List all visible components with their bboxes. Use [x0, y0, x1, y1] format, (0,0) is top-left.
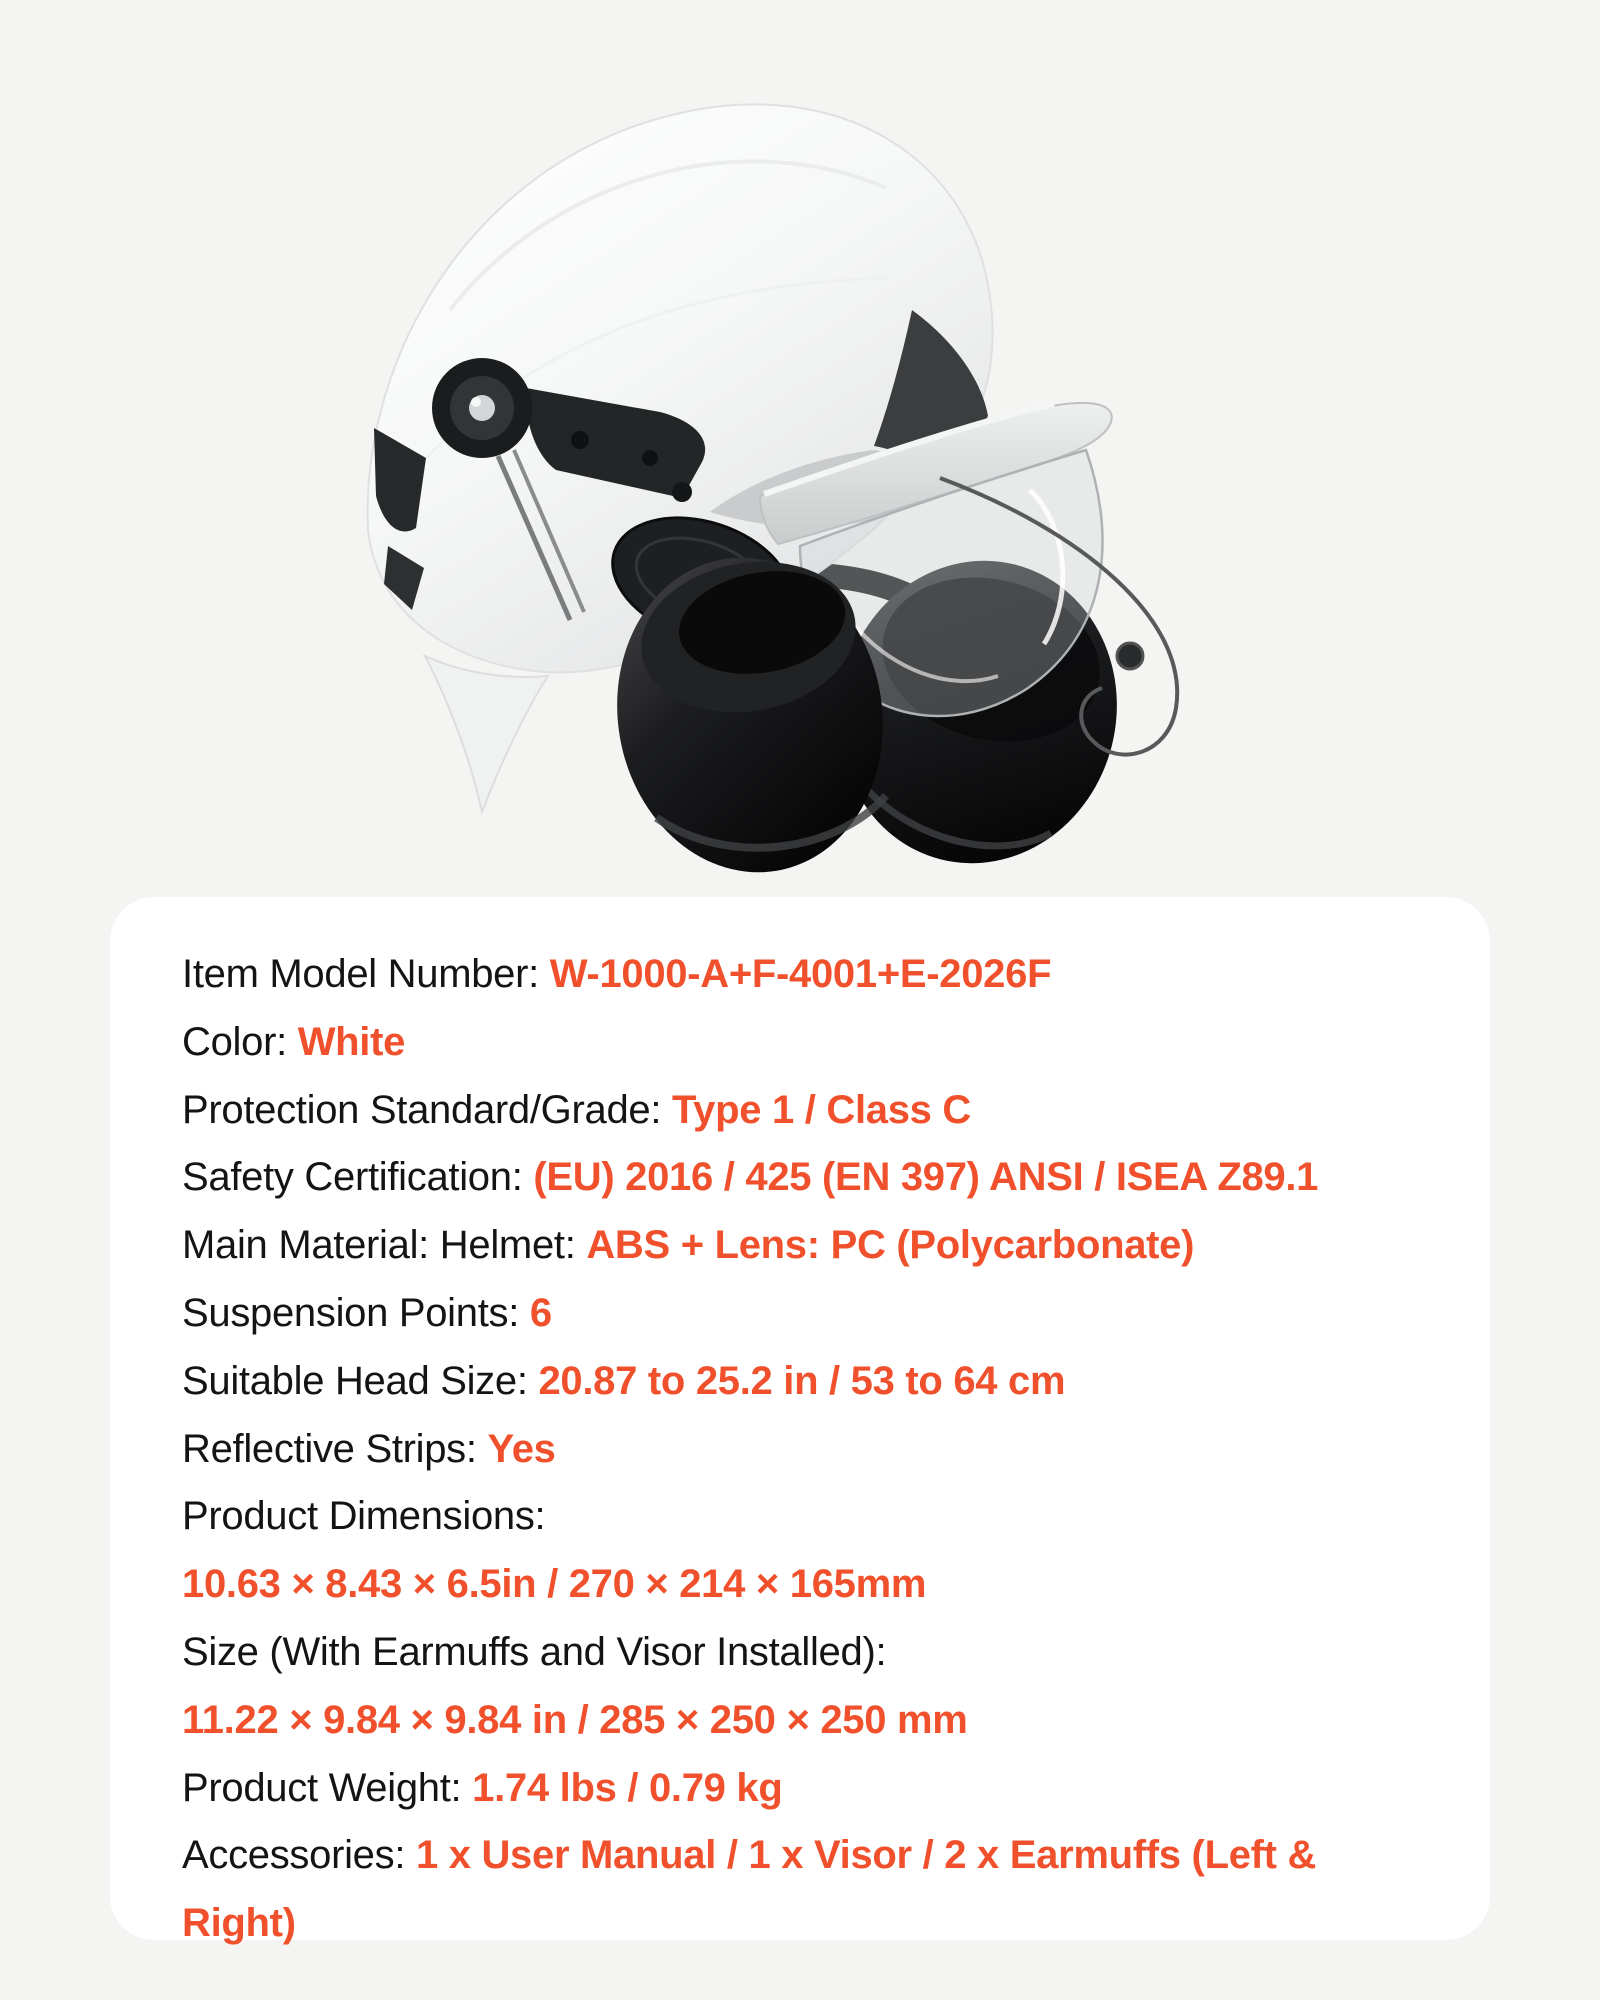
spec-row-dimensions-value: [182, 1551, 1434, 1619]
spec-row-accessories: [182, 1822, 1434, 1958]
spec-value: 10.63 × 8.43 × 6.5in / 270 × 214 × 165mm: [182, 1562, 927, 1607]
spec-row-protection: [182, 1077, 1434, 1145]
spec-row-color: [182, 1009, 1434, 1077]
spec-label: Size (With Earmuffs and Visor Installed):: [182, 1629, 887, 1674]
spec-label: Item Model Number:: [182, 952, 550, 996]
spec-label: Reflective Strips:: [182, 1426, 488, 1471]
spec-value: (EU) 2016 / 425 (EN 397) ANSI / ISEA Z89.1: [533, 1155, 1319, 1200]
spec-value: Type 1 / Class C: [671, 1087, 971, 1132]
spec-value: Yes: [487, 1426, 556, 1471]
spec-row-material: [182, 1212, 1434, 1280]
spec-row-reflective: [182, 1416, 1434, 1484]
spec-value: 1.74 lbs / 0.79 kg: [472, 1765, 783, 1810]
spec-label: Main Material: Helmet:: [182, 1223, 587, 1268]
visor-pivot-knob: [1117, 643, 1143, 669]
spec-value: W-1000-A+F-4001+E-2026F: [549, 952, 1052, 996]
spec-value: 11.22 × 9.84 × 9.84 in / 285 × 250 × 250 mm: [182, 1697, 968, 1742]
spec-value: 1 x User Manual / 1 x Visor / 2 x Earmuffs (Left & Right): [182, 1833, 1327, 1946]
spec-value: White: [297, 1019, 406, 1064]
spec-label: Suspension Points:: [182, 1290, 530, 1335]
helmet-front-brim: [425, 656, 548, 812]
spec-label: Product Weight:: [182, 1765, 473, 1810]
spec-row-model: [182, 941, 1434, 1009]
spec-row-certification: [182, 1144, 1434, 1212]
spec-row-size-installed-value: [182, 1687, 1434, 1755]
spec-label: Suitable Head Size:: [182, 1358, 539, 1403]
helmet-image: [330, 60, 1250, 900]
spec-value: 20.87 to 25.2 in / 53 to 64 cm: [538, 1358, 1066, 1403]
spec-label: Accessories:: [182, 1833, 416, 1878]
spec-label: Safety Certification:: [182, 1155, 534, 1200]
spec-row-size-installed-label: [182, 1619, 1434, 1687]
product-photo: [330, 60, 1250, 900]
spec-row-dimensions-label: [182, 1483, 1434, 1551]
spec-label: Color:: [182, 1019, 298, 1064]
spec-label: Protection Standard/Grade:: [182, 1087, 672, 1132]
spec-value: 6: [529, 1290, 552, 1335]
spec-label: Product Dimensions:: [182, 1494, 546, 1539]
spec-row-head-size: [182, 1348, 1434, 1416]
spec-value: ABS + Lens: PC (Polycarbonate): [586, 1223, 1195, 1268]
spec-card: [110, 897, 1490, 1946]
spec-row-suspension: [182, 1280, 1434, 1348]
spec-row-weight: [182, 1755, 1434, 1823]
